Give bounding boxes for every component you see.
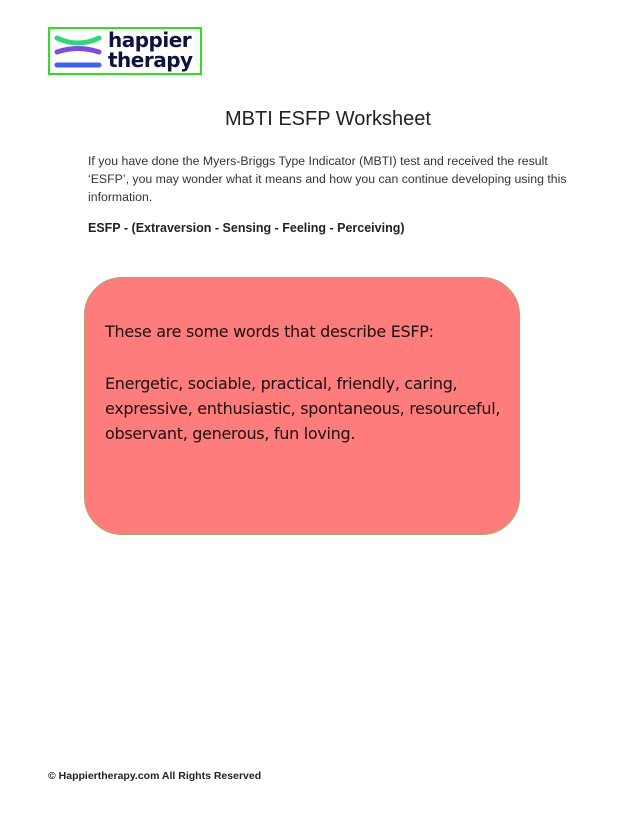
intro-paragraph: If you have done the Myers-Briggs Type Indicator (MBTI) test and received the result ‘ESFP’, you may wonder what it means and how you can continue developing using this information. [88,154,567,204]
logo-text-line1: happier [108,28,192,52]
description-card [84,277,520,535]
logo [48,27,202,75]
footer-copyright: © Happiertherapy.com All Rights Reserved [48,770,262,782]
type-definition: ESFP - (Extraversion - Sensing - Feeling - Perceiving) [88,221,405,235]
card-lead-text: These are some words that describe ESFP: [105,322,434,341]
logo-stripes-icon [53,32,103,72]
logo-text-line2: therapy [108,48,193,72]
page-title: MBTI ESFP Worksheet [225,108,431,130]
card-words-list: Energetic, sociable, practical, friendly, caring, expressive, enthusiastic, spontaneous, resourceful, observant, generous, fun loving. [105,374,501,443]
